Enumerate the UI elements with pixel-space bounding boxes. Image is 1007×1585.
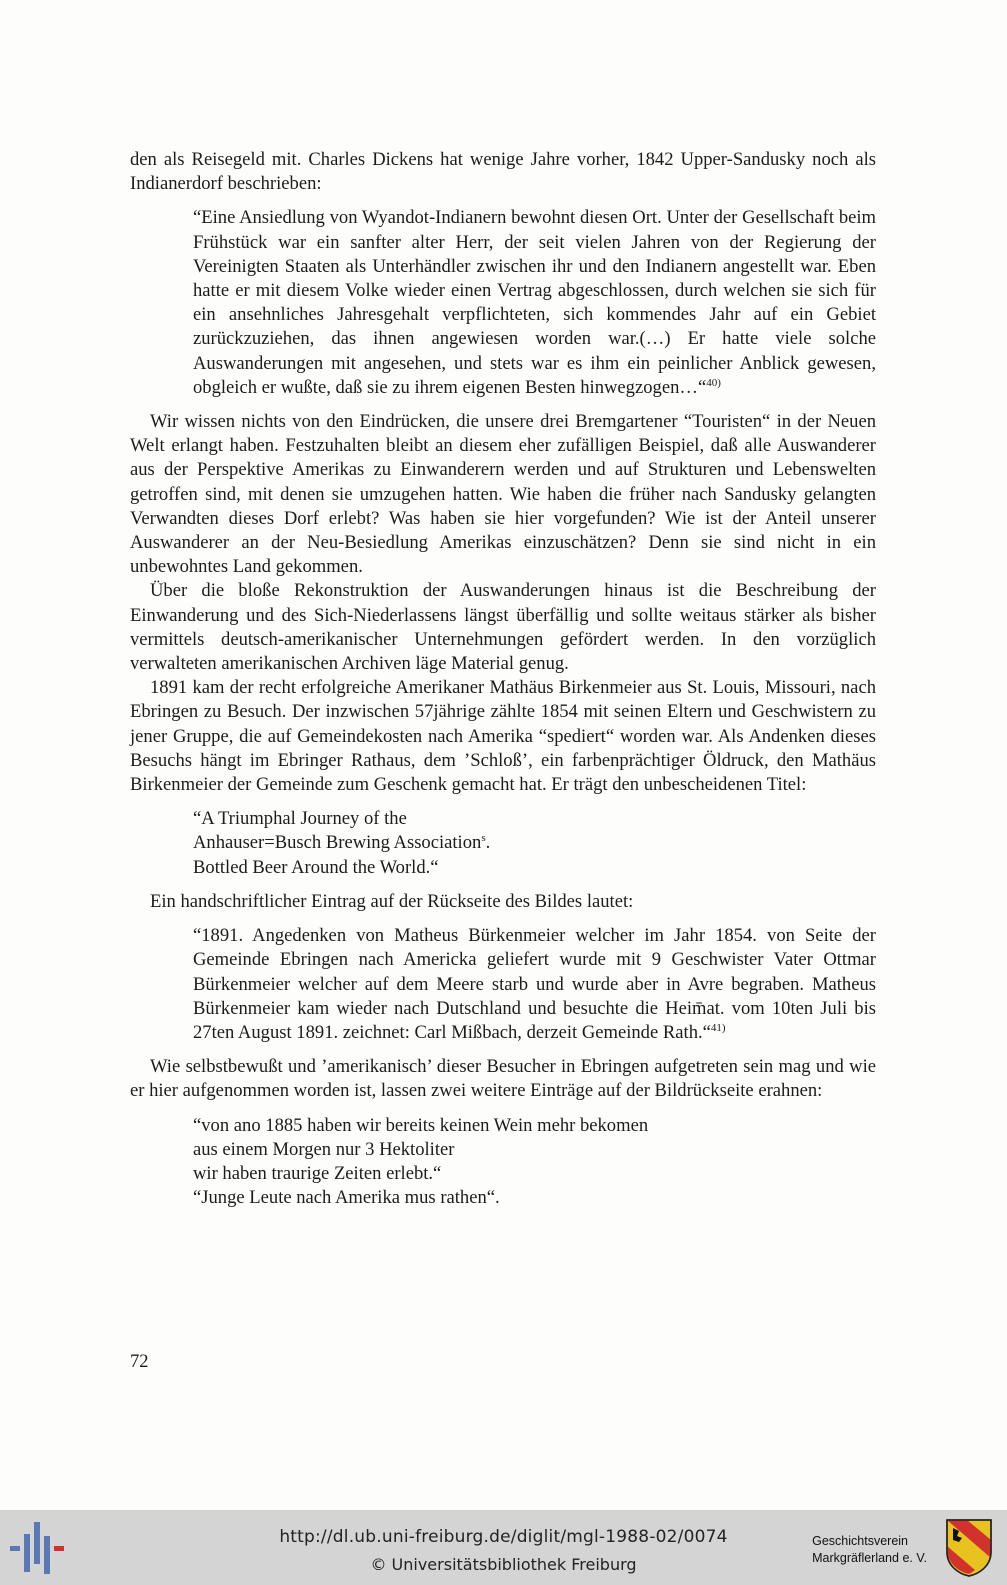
paragraph-1: den als Reisegeld mit. Charles Dickens hat wenige Jahre vorher, 1842 Upper-Sandusky noch als Indianerdorf beschrieben: [130,149,876,195]
quote-dickens [193,206,876,400]
coat-of-arms-icon [945,1518,993,1578]
verein-line-1: Geschichtsverein [812,1534,908,1548]
paragraph-5: Ein handschriftlicher Eintrag auf der Rückseite des Bildes lautet: [150,890,634,912]
verse-line: Anhauser=Busch Brewing Association [193,832,482,854]
verse-line: “Junge Leute nach Amerika mus rathen“. [193,1187,500,1209]
paragraph-2: Wir wissen nichts von den Eindrücken, die unsere drei Bremgartener “Touristen“ in der Neuen Welt erlangt haben. Festzuhalten bleibt an diesem eher zufälligen Beispiel, daß alle Auswanderer aus der Perspektive Amerikas zu Einwanderern werden und auf Strukturen und Lebenswelten getroffen sind, mit denen sie umzugehen hatten. Wie haben die früher nach Sandusky gelangten Verwandten dieses Dorf erlebt? Was haben sie hier vorgefunden? Wie ist der Anteil unserer Auswanderer an der Neu-Besiedlung Amerikas einzuschätzen? Denn sie sind nicht in ein unbewohntes Land gekommen. [130,411,876,578]
verse-line: wir haben traurige Zeiten erlebt.“ [193,1162,442,1184]
verein-label [812,1533,927,1567]
quote-dickens-text: “Eine Ansiedlung von Wyandot-Indianern bewohnt diesen Ort. Unter der Gesellschaft beim Frühstück war ein sanfter alter Herr, der seit vielen Jahren von der Regierung der Vereinigten Staaten als Unterhändler zwischen ihr und den Indianern angestellt war. Eben hatte er mit diesem Volke wieder einen Vertrag abgeschlossen, durch welchen sie sich für ein ansehnliches Jahresgehalt verpflichteten, sich kommendes Jahr auf ein Gebiet zurückzuziehen, das ihnen angewiesen worden war.(…) Er hatte viele solche Auswanderungen mit angesehen, und stets war es ihm ein peinlicher Anblick gewesen, obgleich er wußte, daß sie zu ihrem eigenen Besten hinwegzogen…“ [193,207,876,398]
verse-line: aus einem Morgen nur 3 Hektoliter [193,1138,455,1160]
verein-line-2: Markgräflerland e. V. [812,1551,927,1565]
quote-inscription-text: “1891. Angedenken von Matheus Bürkenmeier welcher im Jahr 1854. von Seite der Gemeinde Ebringen nach Americka geliefert wurde mit 9 Geschwister Vater Ottmar Bürkenmeier welcher auf dem Meere starb und wurde aber in Avre begraben. Matheus Bürkenmeier kam wieder nach Dutschland und besuchte die Heim̄at. vom 10ten Juli bis 27ten August 1891. zeichnet: Carl Mißbach, derzeit Gemeinde Rath.“ [193,925,876,1043]
verse-line: Bottled Beer Around the World.“ [193,856,439,878]
quote-inscription [193,924,876,1045]
footnote-ref-40: 40) [706,376,721,389]
source-url-link[interactable]: http://dl.ub.uni-freiburg.de/diglit/mgl-1988-02/0074 [279,1527,728,1547]
verse-line: “von ano 1885 haben wir bereits keinen Wein mehr bekomen [193,1114,649,1136]
page-number: 72 [130,1351,149,1372]
paragraph-3: Über die bloße Rekonstruktion der Auswanderungen hinaus ist die Beschreibung der Einwanderung und des Sich-Niederlassens längst überfällig und sollte weitaus stärker als bisher vermittels deutsch-amerikanischer Unternehmungen gefördert werden. In den vorzüglich verwalteten amerikanischen Archiven läge Material genug. [130,580,876,675]
verse-line: “A Triumphal Journey of the [193,808,407,830]
superscript-s: s [481,832,486,845]
paragraph-6: Wie selbstbewußt und ’amerikanisch’ dieser Besucher in Ebringen aufgetreten sein mag und wie er hier aufgenommen worden ist, lassen zwei weitere Einträge auf der Bildrückseite erahnen: [130,1056,876,1102]
paragraph-4: 1891 kam der recht erfolgreiche Amerikaner Mathäus Birkenmeier aus St. Louis, Missouri, nach Ebringen zu Besuch. Der inzwischen 57jährige zählte 1854 mit seinen Eltern und Geschwistern zu jener Gruppe, die auf Gemeindekosten nach Amerika “spediert“ worden war. Als Andenken dieses Besuchs hängt im Ebringer Rathaus, dem ’Schloß’, ein farbenprächtiger Öldruck, den Mathäus Birkenmeier der Gemeinde zum Geschenk gemacht hat. Er trägt den unbescheidenen Titel: [130,677,876,796]
verse-punct: . [485,832,491,854]
copyright-text: © Universitätsbibliothek Freiburg [370,1555,637,1574]
body-text [130,148,876,1220]
footnote-ref-41: 41) [710,1021,726,1034]
verse-entries [193,1114,876,1211]
verse-title [193,807,876,880]
